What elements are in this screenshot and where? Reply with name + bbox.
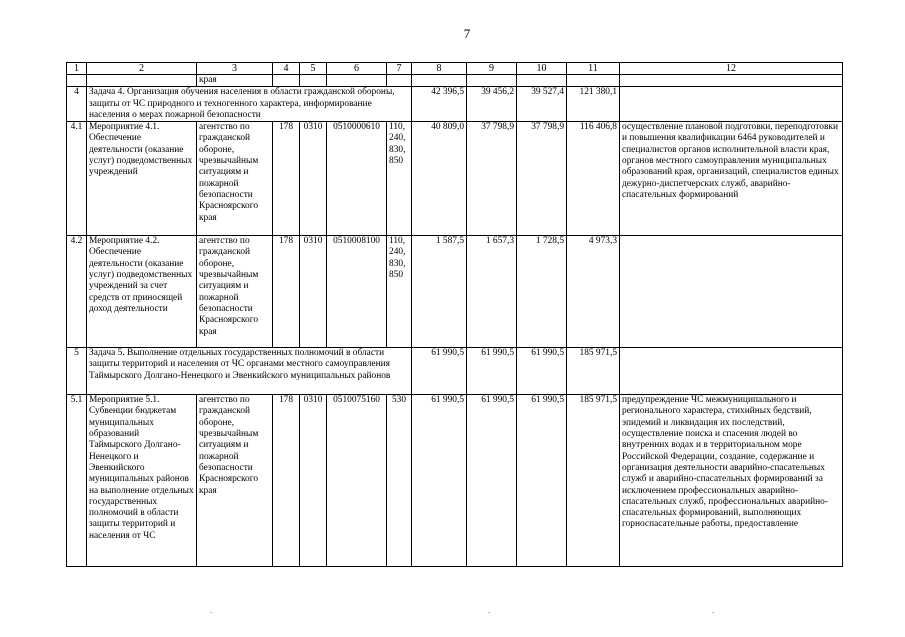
code-cell: 0510075160: [327, 395, 387, 567]
value-cell: 61 990,5: [467, 395, 517, 567]
header-cell: 11: [567, 63, 620, 75]
value-cell: 61 990,5: [467, 348, 517, 395]
header-cell: 7: [387, 63, 412, 75]
scan-speck: [210, 612, 212, 613]
total-cell: 4 973,3: [567, 236, 620, 348]
value-cell: 1 587,5: [412, 236, 467, 348]
code-cell: 0310: [300, 122, 327, 236]
task-row: [67, 348, 843, 395]
table-row: [67, 75, 843, 87]
scan-speck: [488, 612, 490, 613]
measure-name: Мероприятие 4.2. Обеспечение деятельности (оказание услуг) подведомственных учреждений за счет средств от приносящей доход деятельности: [87, 236, 197, 348]
result-cell: [620, 236, 843, 348]
task-text: Задача 4. Организация обучения населения в области гражданской обороны, защиты от ЧС природного и техногенного характера, информирование населения о мерах пожарной безопасности: [87, 87, 412, 122]
value-cell: 61 990,5: [412, 348, 467, 395]
scan-speck: [712, 612, 714, 613]
value-cell: 61 990,5: [517, 395, 567, 567]
code-cell: 0310: [300, 395, 327, 567]
row-number: 5: [67, 348, 87, 395]
code-cell: 110, 240, 830, 850: [387, 236, 412, 348]
total-cell: 185 971,5: [567, 395, 620, 567]
code-cell: 530: [387, 395, 412, 567]
header-cell: 2: [87, 63, 197, 75]
header-cell: 3: [197, 63, 273, 75]
task-text: Задача 5. Выполнение отдельных государственных полномочий в области защиты территорий и населения от ЧС органами местного самоуправления Таймырского Долгано-Ненецкого и Эвенкийского муниципальных районов: [87, 348, 412, 395]
value-cell: 1 728,5: [517, 236, 567, 348]
code-cell: 0510008100: [327, 236, 387, 348]
row-number: 5.1: [67, 395, 87, 567]
header-cell: 8: [412, 63, 467, 75]
measure-name: Мероприятие 5.1. Субвенции бюджетам муниципальных образований Таймырского Долгано-Ненецкого и Эвенкийского муниципальных районов на выполнение отдельных государственных полномочий в области защиты территорий и населения от ЧС: [87, 395, 197, 567]
agency-cell: агентство по гражданской обороне, чрезвычайным ситуациям и пожарной безопасности Красноярского края: [197, 122, 273, 236]
code-cell: 178: [273, 236, 300, 348]
measure-name: Мероприятие 4.1. Обеспечение деятельности (оказание услуг) подведомственных учреждений: [87, 122, 197, 236]
value-cell: 39 456,2: [467, 87, 517, 122]
value-cell: 37 798,9: [517, 122, 567, 236]
value-cell: 61 990,5: [517, 348, 567, 395]
code-cell: 178: [273, 395, 300, 567]
result-cell: осуществление плановой подготовки, переподготовки и повышения квалификации 6464 руководителей и специалистов органов исполнительной власти края, органов местного самоуправления муниципальных образований края, организаций, специалистов единых дежурно-диспетчерских служб, аварийно-спасательных формирований: [620, 122, 843, 236]
total-cell: 121 380,1: [567, 87, 620, 122]
measure-row: [67, 122, 843, 236]
total-cell: 116 406,8: [567, 122, 620, 236]
value-cell: 61 990,5: [412, 395, 467, 567]
header-cell: 9: [467, 63, 517, 75]
agency-cell: края: [197, 75, 273, 87]
result-cell: предупреждение ЧС межмуниципального и регионального характера, стихийных бедствий, эпидемий и ликвидация их последствий, осуществление поиска и спасения людей во внутренних водах и в территориальном море Российской Федерации, создание, содержание и организация деятельности аварийно-спасательных служб и аварийно-спасательных формирований за исключением профессиональных аварийно-спасательных служб, профессиональных аварийно-спасательных формирований, выполняющих горноспасательные работы, предоставление: [620, 395, 843, 567]
page-number: 7: [463, 26, 471, 41]
measure-row: [67, 236, 843, 348]
header-cell: 10: [517, 63, 567, 75]
value-cell: 37 798,9: [467, 122, 517, 236]
header-cell: 4: [273, 63, 300, 75]
agency-cell: агентство по гражданской обороне, чрезвычайным ситуациям и пожарной безопасности Красноярского края: [197, 395, 273, 567]
value-cell: 42 396,5: [412, 87, 467, 122]
value-cell: 40 809,0: [412, 122, 467, 236]
code-cell: 0310: [300, 236, 327, 348]
row-number: 4.1: [67, 122, 87, 236]
code-cell: 110, 240, 830, 850: [387, 122, 412, 236]
header-cell: 12: [620, 63, 843, 75]
value-cell: 1 657,3: [467, 236, 517, 348]
measure-row: [67, 395, 843, 567]
header-cell: 5: [300, 63, 327, 75]
code-cell: 0510000610: [327, 122, 387, 236]
header-cell: 1: [67, 63, 87, 75]
row-number: 4.2: [67, 236, 87, 348]
code-cell: 178: [273, 122, 300, 236]
budget-table: [66, 62, 843, 567]
column-number-row: [67, 63, 843, 75]
value-cell: 39 527,4: [517, 87, 567, 122]
row-number: 4: [67, 87, 87, 122]
agency-cell: агентство по гражданской обороне, чрезвычайным ситуациям и пожарной безопасности Красноярского края: [197, 236, 273, 348]
header-cell: 6: [327, 63, 387, 75]
total-cell: 185 971,5: [567, 348, 620, 395]
task-row: [67, 87, 843, 122]
